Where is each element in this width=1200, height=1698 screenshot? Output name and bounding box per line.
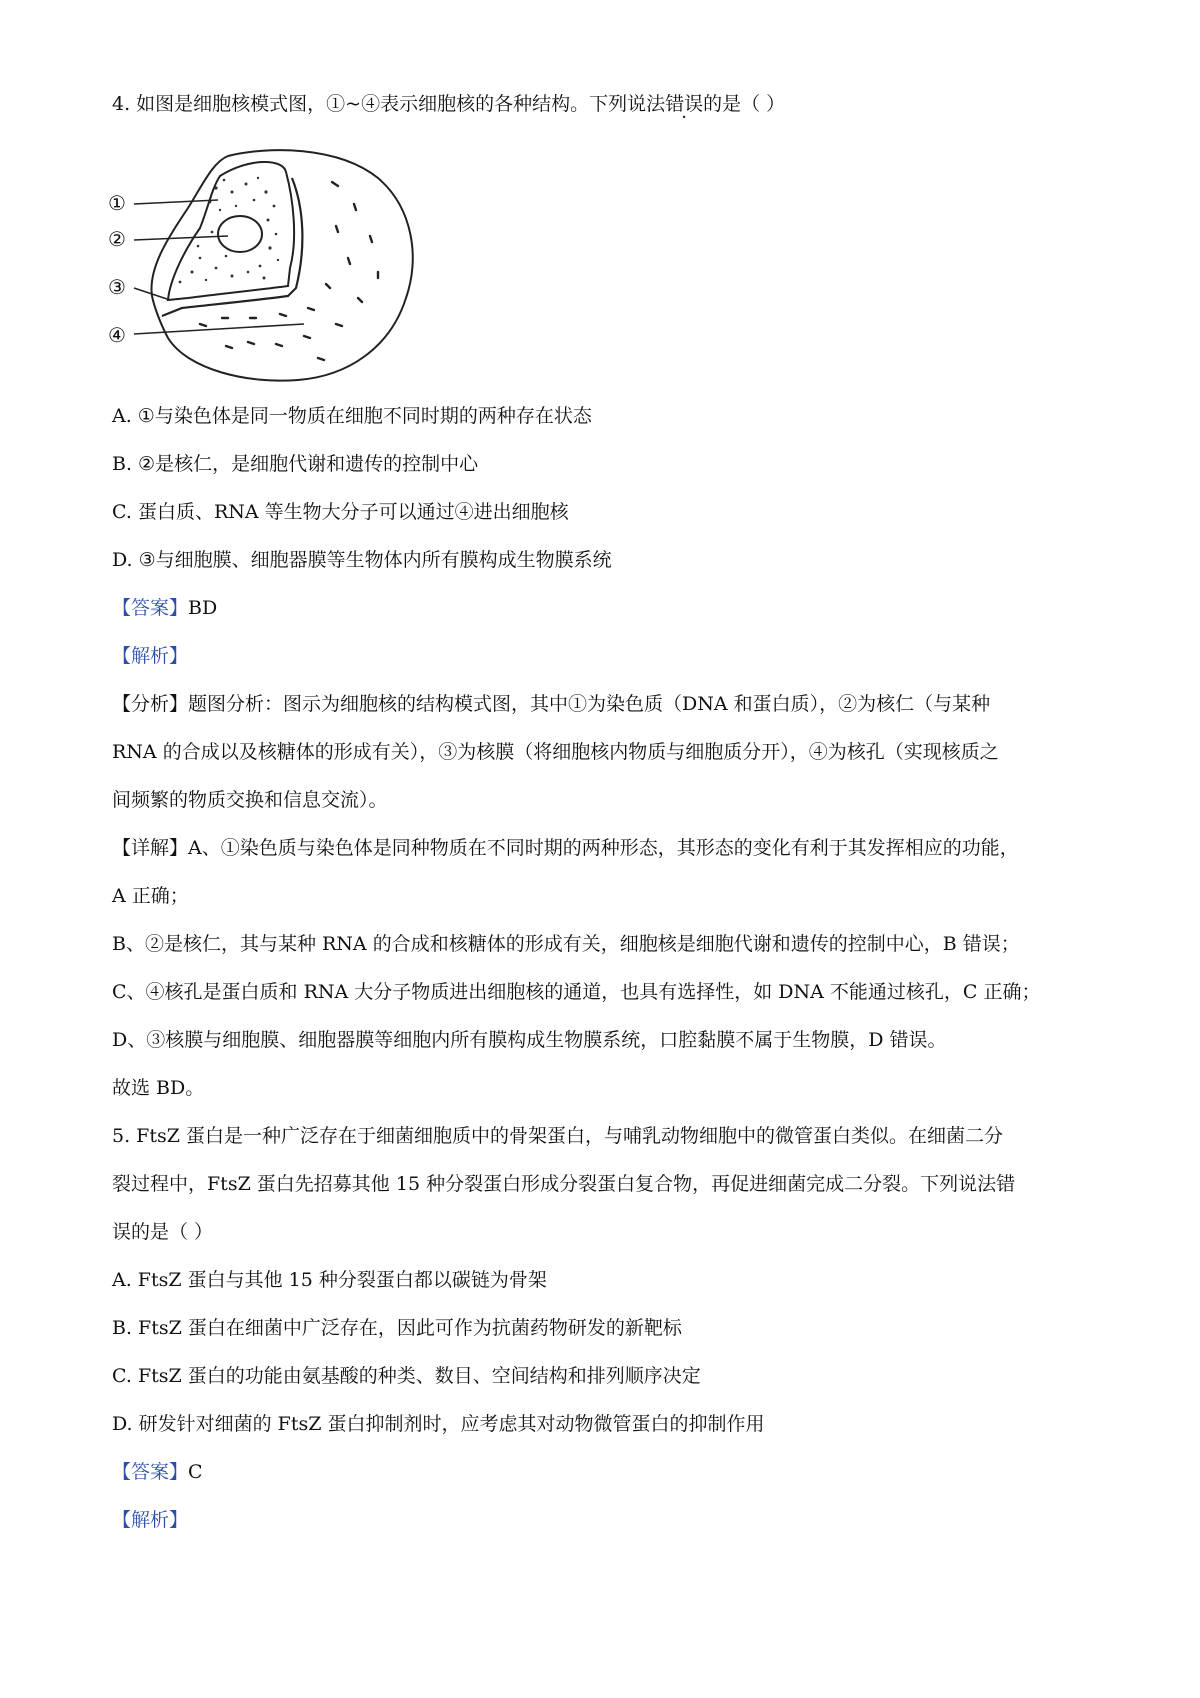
q4-stem-emphasis: 错误 — [665, 93, 704, 115]
q5-answer — [112, 1460, 203, 1484]
q4-detail-line-4: C、④核孔是蛋白质和 RNA 大分子物质进出细胞核的通道，也具有选择性，如 DNA 不能通过核孔，C 正确； — [112, 981, 1041, 1003]
q4-detail-line-3: B、②是核仁，其与某种 RNA 的合成和核糖体的形成有关，细胞核是细胞代谢和遗传的控制中心，B 错误； — [112, 933, 1020, 955]
q5-option-d: D. 研发针对细菌的 FtsZ 蛋白抑制剂时，应考虑其对动物微管蛋白的抑制作用 — [112, 1413, 765, 1435]
leader-2 — [134, 236, 228, 240]
leader-1 — [134, 200, 218, 204]
q5-answer-value: C — [188, 1461, 203, 1483]
q4-stem-suffix: 的是（ ） — [703, 93, 786, 115]
figure-label-3: ③ — [108, 275, 126, 299]
q4-fenxi-line-3: 间频繁的物质交换和信息交流）。 — [112, 789, 388, 811]
q5-analysis-label: 【解析】 — [112, 1509, 189, 1531]
q4-option-b: B. ②是核仁，是细胞代谢和遗传的控制中心 — [112, 453, 479, 475]
q5-option-c: C. FtsZ 蛋白的功能由氨基酸的种类、数目、空间结构和排列顺序决定 — [112, 1365, 701, 1387]
q5-stem-line-1: 5. FtsZ 蛋白是一种广泛存在于细菌细胞质中的骨架蛋白，与哺乳动物细胞中的微管蛋白类似。在细菌二分 — [112, 1125, 1003, 1147]
q4-option-d: D. ③与细胞膜、细胞器膜等生物体内所有膜构成生物膜系统 — [112, 549, 612, 571]
q4-conclusion: 故选 BD。 — [112, 1077, 205, 1099]
q5-option-a: A. FtsZ 蛋白与其他 15 种分裂蛋白都以碳链为骨架 — [112, 1269, 547, 1291]
figure-label-4: ④ — [108, 323, 126, 347]
q4-option-a: A. ①与染色体是同一物质在细胞不同时期的两种存在状态 — [112, 405, 592, 427]
nucleus-diagram — [108, 148, 428, 384]
nucleolus — [218, 216, 262, 252]
q4-stem — [112, 92, 785, 116]
q4-detail-line-5: D、③核膜与细胞膜、细胞器膜等细胞内所有膜构成生物膜系统，口腔黏膜不属于生物膜，D 错误。 — [112, 1029, 947, 1051]
q4-option-c: C. 蛋白质、RNA 等生物大分子可以通过④进出细胞核 — [112, 501, 569, 523]
q5-stem-line-2: 裂过程中，FtsZ 蛋白先招募其他 15 种分裂蛋白形成分裂蛋白复合物，再促进细菌完成二分裂。下列说法错 — [112, 1173, 1016, 1195]
q5-answer-label: 【答案】 — [112, 1461, 189, 1483]
figure-label-2: ② — [108, 227, 126, 251]
leader-4 — [134, 324, 304, 334]
q5-option-b: B. FtsZ 蛋白在细菌中广泛存在，因此可作为抗菌药物研发的新靶标 — [112, 1317, 682, 1339]
q4-answer-value: BD — [188, 597, 218, 619]
q4-answer — [112, 596, 217, 620]
figure-label-1: ① — [108, 191, 126, 215]
q5-stem-line-3: 误的是（ ） — [112, 1221, 214, 1243]
q4-analysis-label: 【解析】 — [112, 645, 189, 667]
q4-detail-line-2: A 正确； — [112, 885, 189, 907]
q4-fenxi-line-2: RNA 的合成以及核糖体的形成有关），③为核膜（将细胞核内物质与细胞质分开），④为核孔（实现核质之 — [112, 741, 999, 763]
q4-detail-line-1: 【详解】A、①染色质与染色体是同种物质在不同时期的两种形态，其形态的变化有利于其发挥相应的功能， — [112, 837, 1019, 859]
q4-answer-label: 【答案】 — [112, 597, 189, 619]
q4-stem-prefix: 4. 如图是细胞核模式图，①~④表示细胞核的各种结构。下列说法 — [112, 93, 666, 115]
q4-fenxi-line-1: 【分析】题图分析：图示为细胞核的结构模式图，其中①为染色质（DNA 和蛋白质），②为核仁（与某种 — [112, 693, 991, 715]
